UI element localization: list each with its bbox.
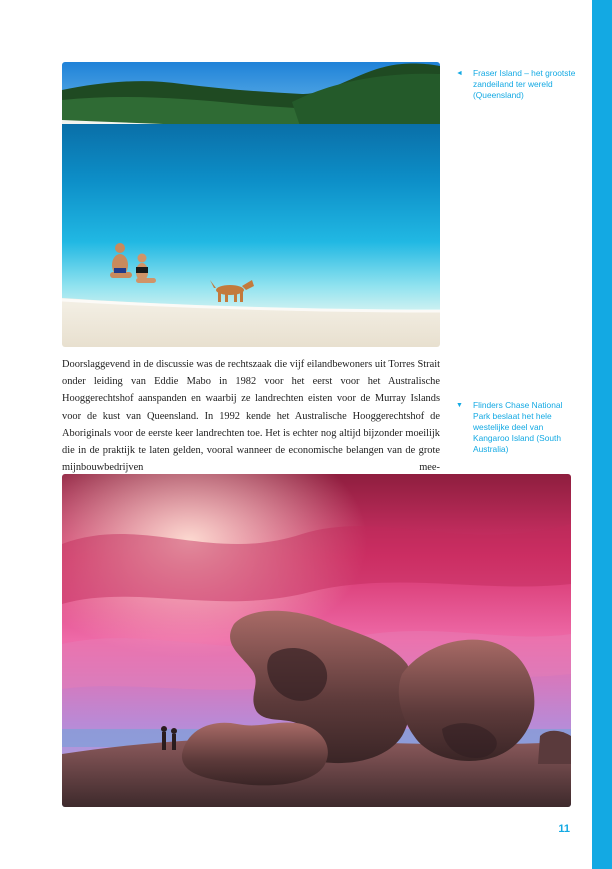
page-number: 11 bbox=[558, 823, 570, 835]
fraser-island-caption bbox=[456, 68, 578, 101]
body-paragraph: Doorslaggevend in de discussie was de rechtszaak die vijf eilandbewoners uit Torres Strait onder leiding van Eddie Mabo in 1982 voor het eerst voor het Australische Hooggerechtshof aanspanden en waarbij ze landrechten eisten voor de Murray Islands voor de kust van Queensland. In 1992 kende het Australische Hooggerechtshof de Aboriginals voor de eerste keer landrechten toe. Het is echter nog altijd bijzonder moeilijk die in de praktijk te laten gelden, vooral wanneer de economische belangen van de grote mijnbouwbedrijven mee- bbox=[62, 359, 440, 474]
page-edge-color-bar bbox=[592, 0, 612, 869]
caption-text: Flinders Chase National Park beslaat het hele westelijke deel van Kangaroo Island (South Australia) bbox=[473, 400, 563, 454]
caption-arrow-left-icon: ◄ bbox=[456, 70, 463, 77]
fraser-island-photo bbox=[62, 62, 440, 347]
flinders-chase-photo bbox=[62, 474, 571, 807]
flinders-chase-caption bbox=[456, 400, 578, 455]
caption-arrow-down-icon: ▼ bbox=[456, 402, 463, 409]
caption-text: Fraser Island – het grootste zandeiland ter wereld (Queensland) bbox=[473, 68, 576, 100]
